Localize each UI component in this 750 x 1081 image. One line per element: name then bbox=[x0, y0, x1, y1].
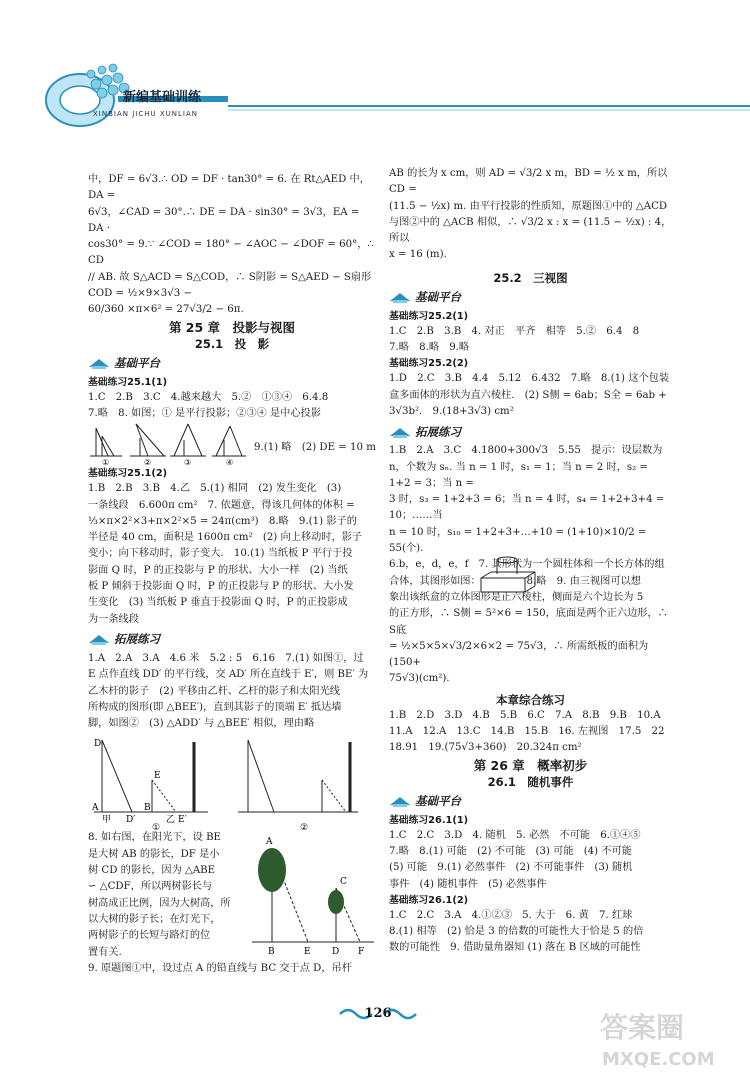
page-number-block bbox=[338, 1000, 418, 1019]
answer-line: 1.C 2.B 3.B 4. 对正 平齐 相等 5.② 6.4 8 bbox=[389, 325, 640, 337]
problem-8-block bbox=[88, 830, 376, 960]
text-line: AB 的长为 x cm，则 AD = √3/2 x m，BD = ½ x m，所以 CD = bbox=[389, 168, 668, 196]
projection-figures bbox=[88, 422, 248, 466]
exercise-heading: 基础练习25.1(1) bbox=[88, 376, 168, 388]
answer-line: 数的可能性 9. 借助量角器知 (1) 落在 B 区域的可能性 bbox=[389, 942, 641, 954]
right-column bbox=[389, 166, 672, 957]
section-badge bbox=[389, 422, 672, 441]
exercise-heading: 基础练习26.1(2) bbox=[389, 894, 469, 906]
answer-line: 半径是 40 cm，面积是 1600π cm² (2) 向上移动时，影子 bbox=[88, 532, 363, 544]
text-line: 6√3，∠CAD = 30°.∴ DE = DA · sin30° = 3√3，EA = DA · bbox=[88, 206, 360, 234]
text-line: // AB. 故 S△ACD = S△COD，∴ S阴影 = S△AED − S扇形COD = ½×9×3√3 − bbox=[88, 271, 372, 300]
point-label: B bbox=[144, 803, 151, 814]
answer-line: ⅓×π×2²×3+π×2²×5 = 24π(cm³) 8.略 9.(1) 影子的 bbox=[88, 515, 357, 527]
answer-line: 树 CD 的影长，因为 △ABE bbox=[88, 865, 216, 877]
answer-line: 一条线段 6.600π cm² 7. 依题意，得该几何体的体积 = bbox=[88, 499, 355, 511]
page-header bbox=[0, 0, 750, 140]
text-line: x = 16 (m). bbox=[389, 249, 447, 261]
text-line: 60/360 ×π×6² = 27√3/2 − 6π. bbox=[88, 304, 244, 316]
shadow-figures bbox=[88, 732, 376, 830]
answer-line: 1.C 2.B 3.C 4.越来越大 5.② ①③④ 6.4.8 bbox=[88, 391, 329, 403]
text-line: 与图②中的 △ACB 相似，∴ √3/2 x : x = (11.5 − ½x) : 4，所以 bbox=[389, 216, 672, 245]
answer-line: n = 10 时，s₁₀ = 1+2+3+…+10 = (1+10)×10/2 = 55(个). bbox=[389, 526, 647, 555]
answer-line: 所构成的图形(即 △BEE′)，直到其影子的顶端 E′ 抵达墙 bbox=[88, 701, 342, 713]
point-label: D bbox=[332, 947, 340, 958]
section-title: 25.2 三视图 bbox=[493, 270, 568, 285]
watermark-logo bbox=[592, 1003, 742, 1075]
figure-label: 乙 bbox=[166, 815, 176, 826]
point-label: D bbox=[94, 739, 102, 750]
answer-line: E 点作直线 DD′ 的平行线，交 AD′ 所在直线于 E′，则 BE′ 为 bbox=[88, 669, 369, 681]
projection-figure-row bbox=[88, 422, 376, 466]
chapter-title: 第 26 章 概率初步 bbox=[473, 757, 588, 773]
cylinder-box-figure bbox=[477, 556, 539, 596]
text-line: cos30° = 9.∵ ∠COD = 180° − ∠AOC − ∠DOF = 60°，∴ CD bbox=[88, 239, 374, 267]
section-badge bbox=[389, 792, 672, 811]
point-label: B bbox=[268, 947, 275, 958]
answer-line: 变小；向下移动时，影子变大. 10.(1) 当纸板 P 平行于投 bbox=[88, 548, 353, 560]
answer-line: 1.A 2.A 3.A 4.6 米 5.2 : 5 6.16 7.(1) 如图①，过 bbox=[88, 652, 364, 664]
answer-line: 1.B 2.A 3.C 4.1800+300√3 5.55 提示：设层数为 bbox=[389, 445, 663, 457]
answer-line: 3 时，s₃ = 1+2+3 = 6；当 n = 4 时，s₄ = 1+2+3+4 = 10；……当 bbox=[389, 494, 665, 522]
problem-8-text bbox=[88, 830, 246, 960]
section-badge bbox=[88, 354, 376, 373]
answer-line: ∽ △CDF，所以两树影长与 bbox=[88, 881, 213, 893]
badge-label: 拓展练习 bbox=[415, 424, 461, 439]
answer-line: 合体，其图形如图： 8.略 9. 由三视图可以想 bbox=[389, 575, 641, 587]
answer-line: 8. 如右图，在阳光下，设 BE bbox=[88, 832, 221, 844]
answer-line: 8.(1) 相等 (2) 恰是 3 的倍数的可能性大于恰是 5 的倍 bbox=[389, 926, 644, 938]
exercise-heading: 基础练习25.2(2) bbox=[389, 358, 469, 370]
answer-line: 9.(1) 略 (2) DE = 10 m bbox=[254, 442, 376, 454]
answer-line: 以大树的影子长；在灯光下， bbox=[88, 913, 221, 925]
pencil-book-icon bbox=[88, 356, 110, 370]
answer-line: 是大树 AB 的影长，DF 是小 bbox=[88, 848, 220, 860]
tree-shadow-figure bbox=[250, 830, 376, 958]
answer-line: 7.略 8. 如图；① 是平行投影；②③④ 是中心投影 bbox=[88, 407, 321, 419]
answer-line: 18.91 19.(75√3+360) 20.324π cm² bbox=[389, 742, 582, 754]
answer-line: 3√3b². 9.(18+3√3) cm² bbox=[389, 405, 514, 417]
answer-line: 脚，如图② (3) △ADD′ 与 △BEE′ 相似，理由略 bbox=[88, 718, 315, 730]
pencil-book-icon bbox=[389, 290, 411, 304]
section-title: 25.1 投 影 bbox=[194, 336, 270, 351]
answer-line: 11.A 12.A 13.C 14.B 15.B 16. 左视图 17.5 22 bbox=[389, 726, 665, 738]
header-banner-graphic bbox=[0, 0, 750, 140]
pencil-book-icon bbox=[389, 425, 411, 439]
text-line: 中，DF = 6√3.∴ OD = DF · tan30° = 6. 在 Rt△AED 中，DA = bbox=[88, 174, 370, 202]
exercise-heading: 基础练习25.1(2) bbox=[88, 468, 168, 480]
figure-number: ③ bbox=[184, 458, 192, 467]
answer-line: 7.略 8.略 9.略 bbox=[389, 342, 470, 354]
exercise-heading: 基础练习26.1(1) bbox=[389, 814, 469, 826]
answer-line: 板 P 倾斜于投影面 Q 时，P 的正投影与 P 的形状、大小发 bbox=[88, 581, 354, 593]
answer-line: 事件 (4) 随机事件 (5) 必然事件 bbox=[389, 878, 547, 890]
answer-line: 生变化 (3) 当纸板 P 垂直于投影面 Q 时，P 的正投影成 bbox=[88, 597, 348, 609]
answer-line: 两树影子的长短与路灯的位 bbox=[88, 930, 211, 942]
answer-line: 1.D 2.C 3.B 4.4 5.12 6.432 7.略 8.(1) 这个包装 bbox=[389, 373, 670, 385]
figure-number: ② bbox=[144, 458, 152, 467]
answer-line: 象出该纸盒的立体图形是正六棱柱，侧面是六个边长为 5 bbox=[389, 591, 644, 603]
point-label: E bbox=[304, 947, 311, 958]
answer-line: 1.C 2.C 3.A 4.①②③ 5. 大于 6. 黄 7. 红球 bbox=[389, 909, 633, 921]
answer-line: (5) 可能 9.(1) 必然事件 (2) 不可能事件 (3) 随机 bbox=[389, 862, 633, 874]
answer-line: 影面 Q 时，P 的正投影与 P 的形状、大小一样 (2) 当纸 bbox=[88, 564, 348, 576]
point-label: C bbox=[340, 877, 347, 888]
pencil-book-icon bbox=[389, 794, 411, 808]
point-label: F bbox=[358, 947, 365, 958]
answer-line: 9. 原题图①中，设过点 A 的铅直线与 BC 交于点 D，吊杆 bbox=[88, 962, 352, 974]
answer-line: n，个数为 sₙ. 当 n = 1 时，s₁ = 1；当 n = 2 时，s₂ = 1+2 = 3；当 n = bbox=[389, 461, 648, 489]
badge-label: 基础平台 bbox=[114, 356, 160, 371]
answer-line: 1.B 2.D 3.D 4.B 5.B 6.C 7.A 8.B 9.B 10.A bbox=[389, 709, 661, 721]
figure-number: ④ bbox=[226, 458, 234, 467]
figure-label: 甲 bbox=[102, 815, 112, 826]
answer-line: 1.C 2.C 3.D 4. 随机 5. 必然 不可能 6.①④⑤ bbox=[389, 829, 641, 841]
problem-7-line bbox=[389, 574, 672, 590]
badge-label: 基础平台 bbox=[415, 290, 461, 305]
answer-line: = ½×5×5×√3/2×6×2 = 75√3，∴ 所需纸板的面积为 (150+ bbox=[389, 640, 649, 669]
exercise-heading: 基础练习25.2(1) bbox=[389, 310, 469, 322]
point-label: E′ bbox=[178, 815, 187, 826]
review-title: 本章综合练习 bbox=[496, 692, 565, 707]
point-label: A bbox=[266, 837, 273, 848]
point-label: A bbox=[92, 803, 99, 814]
series-title: 新编基础训练 bbox=[123, 90, 202, 105]
figure-number: ② bbox=[300, 823, 309, 831]
chapter-title: 第 25 章 投影与视图 bbox=[168, 319, 296, 335]
point-label: E bbox=[154, 771, 161, 782]
answer-line: 盒多面体的形状为直六棱柱. (2) S侧 = 6ab；S全 = 6ab + bbox=[389, 389, 667, 401]
page-number: 126 bbox=[364, 1006, 392, 1021]
answer-line: 1.B 2.B 3.B 4.乙 5.(1) 相同 (2) 发生变化 (3) bbox=[88, 483, 342, 495]
text-line: (11.5 − ½x) m. 由平行投影的性质知，原题图①中的 △ACD bbox=[389, 200, 668, 212]
answer-line: 置有关. bbox=[88, 946, 122, 958]
answer-line: 7.略 8.(1) 可能 (2) 不可能 (3) 可能 (4) 不可能 bbox=[389, 845, 632, 857]
left-column bbox=[88, 172, 376, 977]
point-label: D′ bbox=[126, 815, 136, 826]
watermark-text: 答案圈 bbox=[600, 1011, 685, 1044]
answer-line: 的正方形，∴ S侧 = 5²×6 = 150，底面是两个正六边形，∴ S底 bbox=[389, 608, 668, 636]
answer-line: 乙木杆的影子 (2) 平移由乙杆、乙杆的影子和太阳光线 bbox=[88, 685, 340, 697]
badge-label: 基础平台 bbox=[415, 793, 461, 808]
answer-line: 75√3)(cm²). bbox=[389, 673, 450, 685]
figure-number: ① bbox=[152, 823, 161, 831]
badge-label: 拓展练习 bbox=[114, 632, 160, 647]
pencil-book-icon bbox=[88, 632, 110, 646]
section-badge bbox=[389, 288, 672, 307]
watermark-url: MXQE.COM bbox=[602, 1049, 715, 1070]
figure-number: ① bbox=[102, 458, 110, 467]
answer-line: 树高成正比例，因为大树高，所 bbox=[88, 897, 231, 909]
answer-line: 6.b，e，d，e，f 7. 其形状为一个圆柱体和一个长方体的组 bbox=[389, 559, 665, 571]
section-badge bbox=[88, 630, 376, 649]
section-title: 26.1 随机事件 bbox=[487, 774, 574, 789]
series-pinyin: XINBIAN JICHU XUNLIAN bbox=[93, 110, 198, 118]
answer-line: 为一条线段 bbox=[88, 613, 139, 625]
